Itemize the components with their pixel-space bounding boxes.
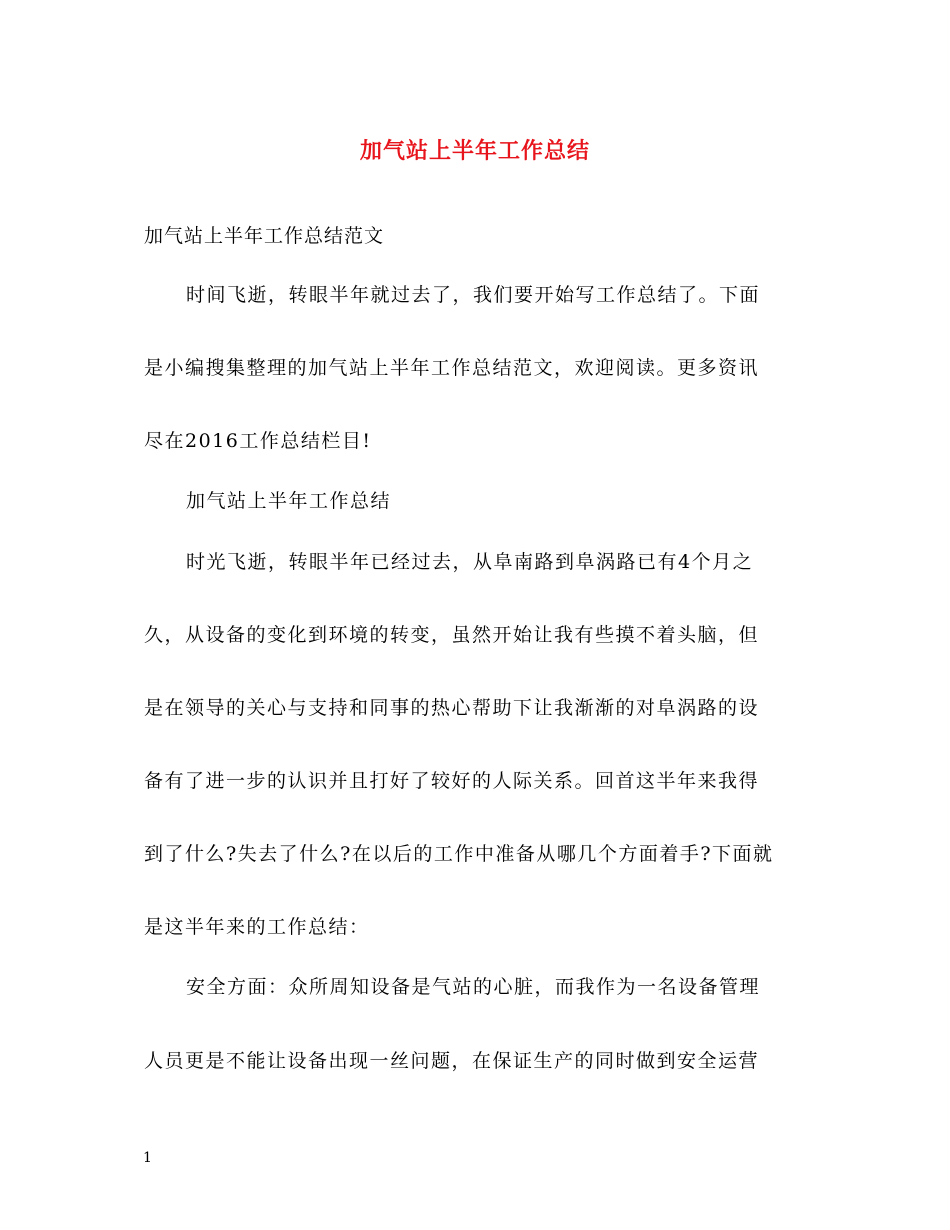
paragraph-line: 备有了进一步的认识并且打好了较好的人际关系。回首这半年来我得 [144,770,760,792]
section-heading: 加气站上半年工作总结 [186,490,392,512]
document-subtitle: 加气站上半年工作总结范文 [144,225,385,247]
paragraph-line: 人员更是不能让设备出现一丝问题，在保证生产的同时做到安全运营 [144,1050,760,1072]
paragraph-line: 安全方面：众所周知设备是气站的心脏，而我作为一名设备管理 [186,976,761,998]
paragraph-line: 是小编搜集整理的加气站上半年工作总结范文，欢迎阅读。更多资讯 [144,357,760,379]
paragraph-line: 是在领导的关心与支持和同事的热心帮助下让我渐渐的对阜涡路的设 [144,697,760,719]
document-title: 加气站上半年工作总结 [359,138,590,164]
paragraph-line: 久，从设备的变化到环境的转变，虽然开始让我有些摸不着头脑，但 [144,624,760,646]
paragraph-line: 是这半年来的工作总结： [144,916,370,938]
paragraph-line: 时间飞逝，转眼半年就过去了，我们要开始写工作总结了。下面 [186,284,761,306]
page-number: 1 [143,1150,152,1166]
paragraph-line: 到了什么?失去了什么?在以后的工作中准备从哪几个方面着手?下面就 [144,843,774,865]
paragraph-line: 尽在2016工作总结栏目! [144,430,372,452]
paragraph-line: 时光飞逝，转眼半年已经过去，从阜南路到阜涡路已有4个月之 [186,551,754,573]
